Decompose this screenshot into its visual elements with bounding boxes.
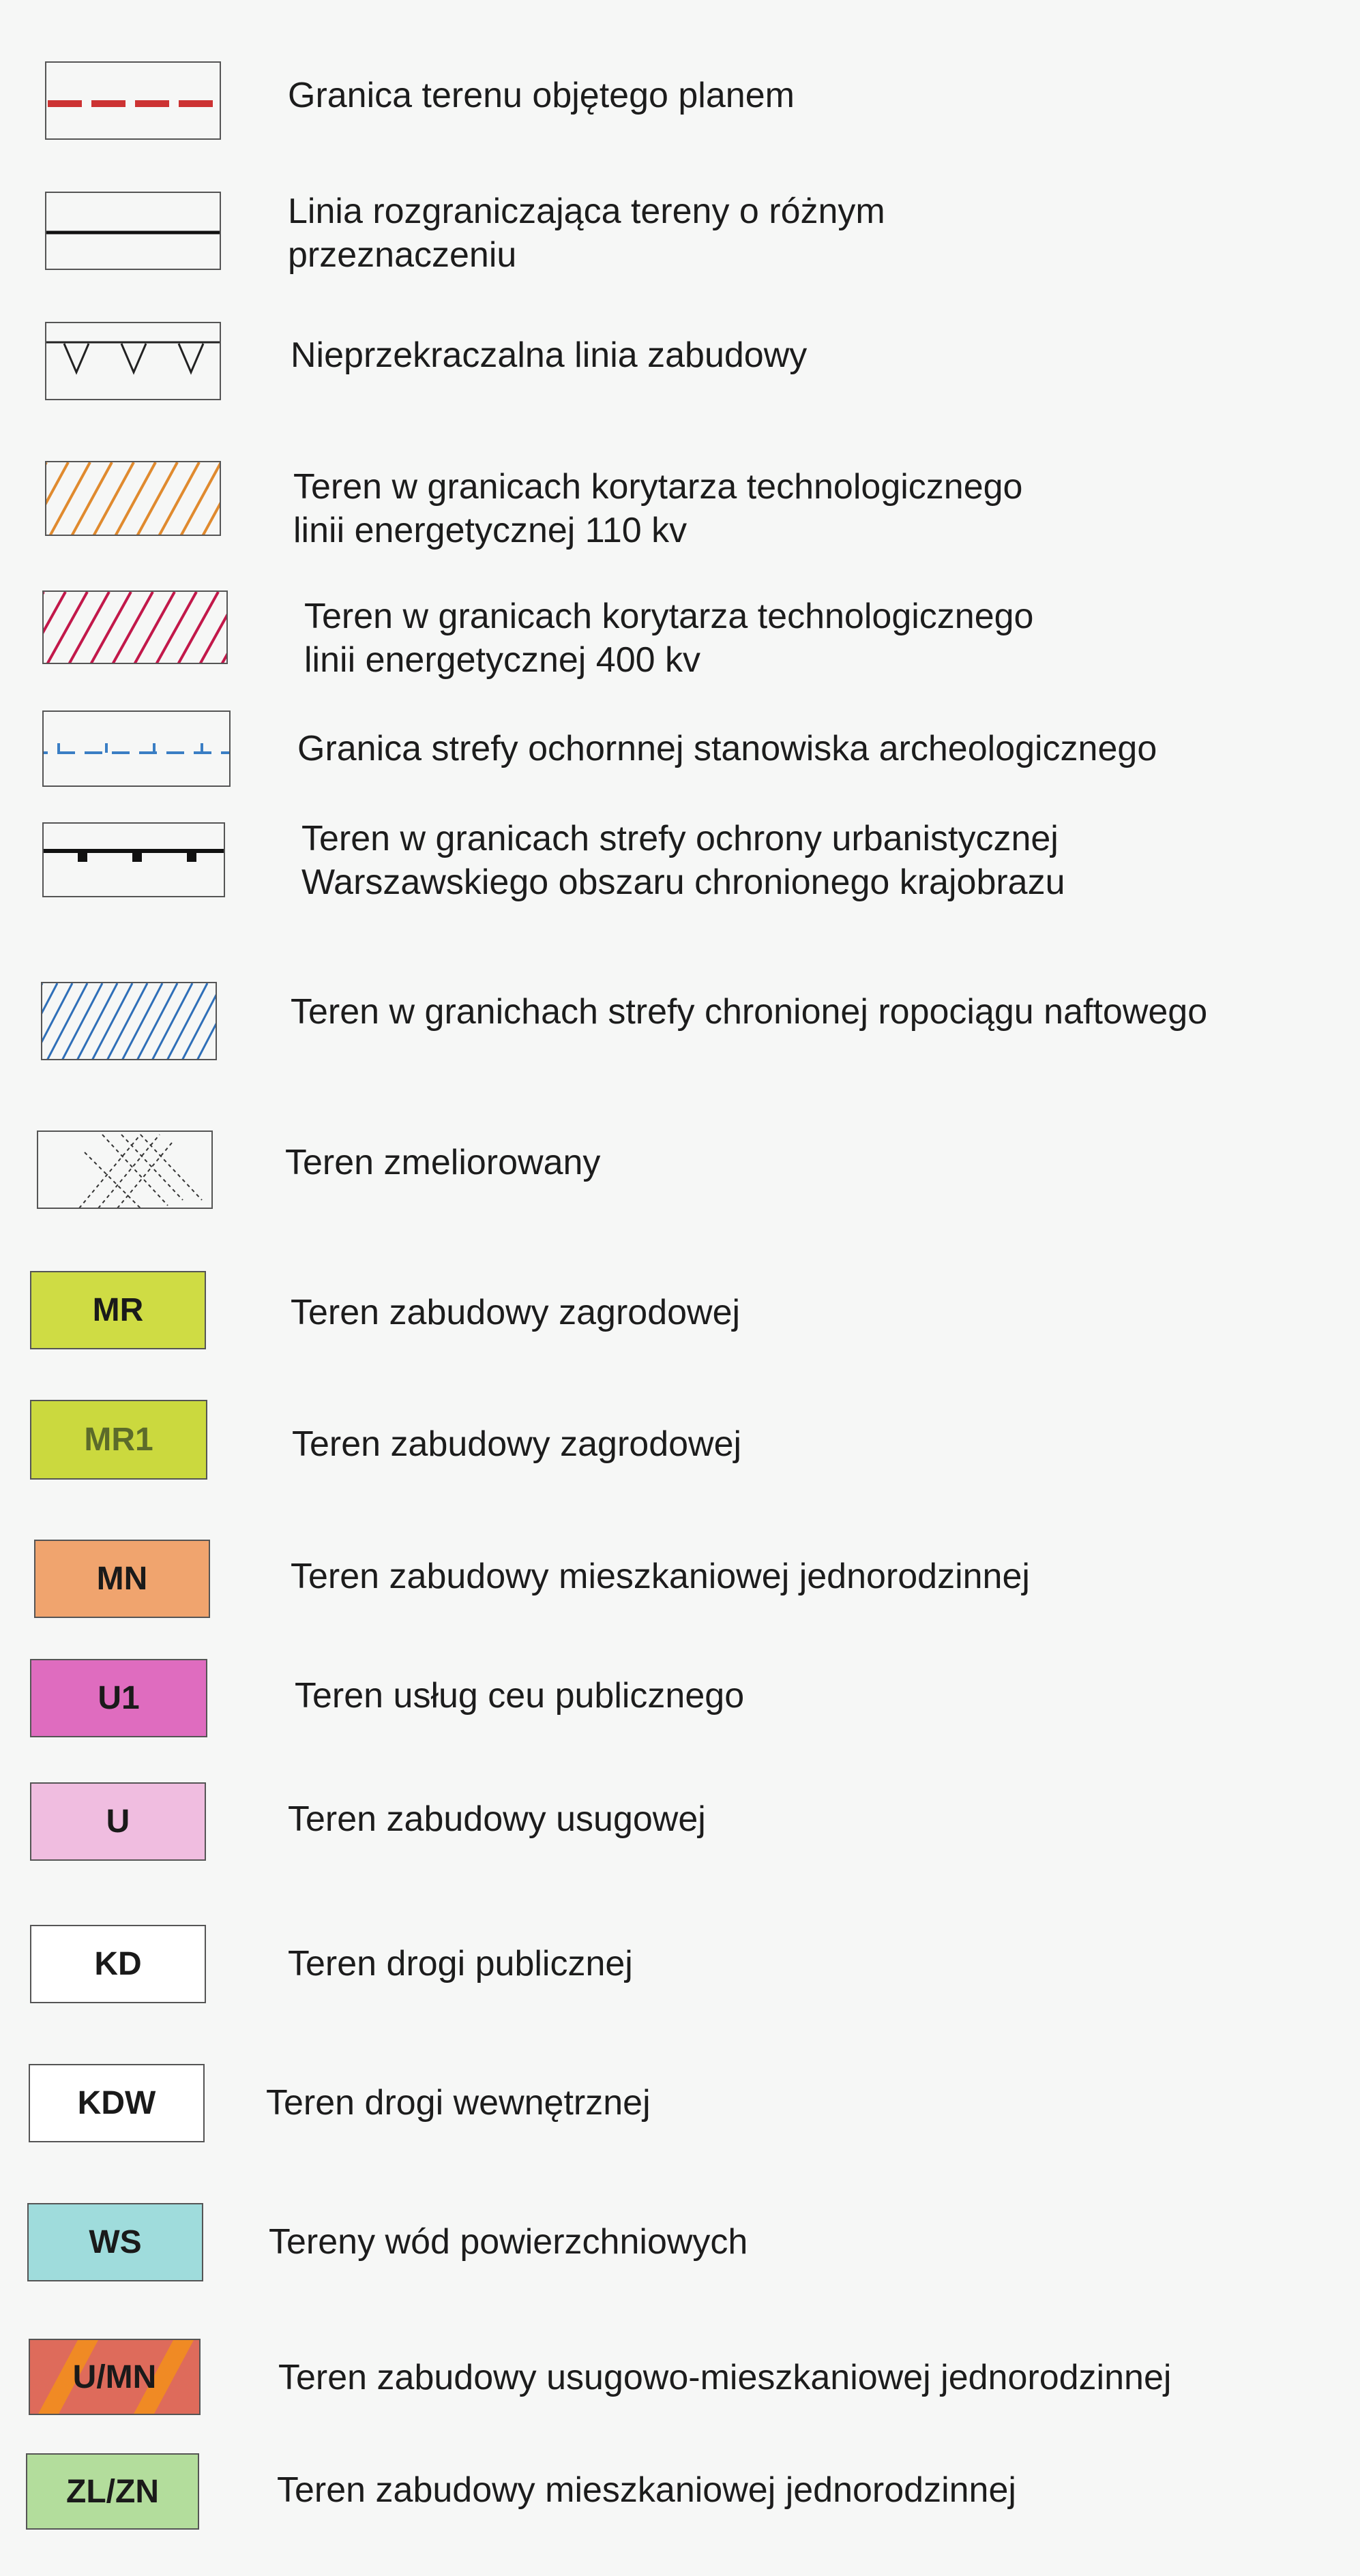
zone-code: U1 — [98, 1680, 140, 1716]
corridor-400-swatch — [42, 590, 228, 664]
urban-protection-block — [187, 851, 196, 862]
building-line-triangle — [64, 344, 89, 372]
legend-label: Teren usług ceu publicznego — [295, 1676, 745, 1716]
legend-label: Teren w granichach strefy chronionej ropociągu naftowego — [291, 992, 1208, 1032]
legend-label: Teren drogi wewnętrznej — [266, 2083, 651, 2123]
urban-protection-block — [78, 851, 87, 862]
building-line-triangle — [179, 344, 203, 372]
legend-label: Teren zabudowy mieszkaniowej jednorodzinnej — [291, 1557, 1030, 1596]
legend-label: Teren zabudowy usugowej — [288, 1799, 706, 1839]
urban-protection-swatch — [42, 822, 225, 897]
building-line-swatch — [45, 322, 221, 400]
legend-label: Teren zabudowy usugowo-mieszkaniowej jednorodzinnej — [278, 2358, 1172, 2397]
u1-swatch — [30, 1659, 207, 1737]
zone-code: MR — [92, 1292, 144, 1328]
u-mn-swatch — [29, 2339, 201, 2415]
zone-code: KD — [94, 1946, 142, 1982]
mn-swatch — [34, 1540, 210, 1618]
dividing-line-swatch — [45, 192, 221, 270]
zone-code: MR1 — [84, 1422, 153, 1458]
urban-protection-block — [132, 851, 142, 862]
mr1-swatch — [30, 1400, 207, 1480]
legend-label: Teren zmeliorowany — [285, 1143, 601, 1182]
legend-label: Teren zabudowy zagrodowej — [292, 1424, 742, 1464]
legend-label: Nieprzekraczalna linia zabudowy — [291, 335, 808, 375]
zl-zn-swatch — [26, 2453, 199, 2530]
zone-code: U — [106, 1803, 130, 1840]
kdw-swatch — [29, 2064, 205, 2142]
mr-swatch — [30, 1271, 206, 1349]
legend-label: Granica strefy ochornnej stanowiska archeologicznego — [297, 729, 1157, 768]
boundary-swatch — [45, 61, 221, 140]
legend-label: Granica terenu objętego planem — [288, 76, 795, 115]
legend-label: Linia rozgraniczająca tereny o różnym przeznaczeniu — [288, 192, 885, 275]
legend-label: Teren zabudowy zagrodowej — [291, 1293, 741, 1332]
zone-code: MN — [96, 1561, 148, 1597]
legend-label: Teren w granicach korytarza technologicznego linii energetycznej 400 kv — [304, 597, 1034, 680]
oil-pipeline-swatch — [41, 982, 217, 1060]
legend-label: Teren w granicach korytarza technologicznego linii energetycznej 110 kv — [293, 467, 1023, 550]
zone-code: KDW — [77, 2085, 156, 2121]
meliorated-swatch — [37, 1130, 213, 1209]
corridor-110-swatch — [45, 461, 221, 536]
zone-code: ZL/ZN — [66, 2473, 159, 2510]
legend-label: Teren w granicach strefy ochrony urbanistycznej Warszawskiego obszaru chronionego krajobrazu — [301, 819, 1065, 902]
zone-code: U/MN — [72, 2358, 157, 2395]
kd-swatch — [30, 1925, 206, 2003]
legend-label: Teren drogi publicznej — [288, 1944, 633, 1983]
zone-code: WS — [89, 2224, 142, 2260]
legend-label: Tereny wód powierzchniowych — [269, 2222, 748, 2262]
legend-label: Teren zabudowy mieszkaniowej jednorodzinnej — [277, 2470, 1016, 2510]
archaeology-swatch — [42, 710, 231, 787]
ws-swatch — [27, 2203, 203, 2281]
building-line-triangle — [121, 344, 146, 372]
u-swatch — [30, 1782, 206, 1861]
